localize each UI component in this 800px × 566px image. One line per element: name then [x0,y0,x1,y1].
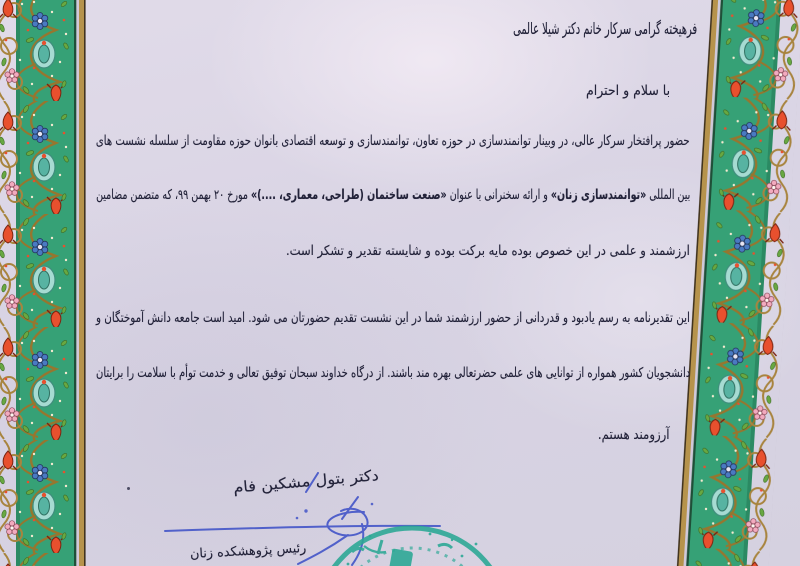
salutation-line: با سلام و احترام [585,83,670,99]
body-line-4: این تقدیرنامه به رسم یادبود و قدردانی از حضور ارزشمند شما در این نشست تقدیم حضورتان می شود. امید است جامعه دانش آموختگان و [96,310,690,326]
workshop-title-emphasis: «توانمندسازی زنان» [550,187,647,203]
ornamental-border-left-icon [0,0,86,566]
lecture-title-emphasis: «صنعت ساختمان (طراحی، معماری، ....)» [250,187,447,203]
body-line-5: دانشجویان کشور همواره از توانایی های علمی حضرتعالی بهره مند باشند. از درگاه خداوند سبحان توفیق تعالی و خدمت توأم با سلامت را برایتان [95,365,690,381]
body-line-2: بین المللی «توانمندسازی زنان» و ارائه سخنرانی با عنوان «صنعت ساختمان (طراحی، معماری، ....)» مورخ ۲۰ بهمن ۹۹، که متضمن مضامین [95,187,690,203]
stray-ink-dot [127,487,130,490]
closing-line: آرزومند هستم. [598,427,670,443]
body-line-3: ارزشمند و علمی در این خصوص بوده مایه برکت بوده و شایسته تقدیر و تشکر است. [286,243,690,259]
recipient-line: فرهیخته گرامی سرکار خانم دکتر شیلا عالمی [512,19,697,38]
signatory-name: دکتر بتول مشکین فام [232,466,379,497]
body-line-1: حضور پرافتخار سرکار عالی، در وبینار توانمندسازی در حوزه تعاون، توانمندسازی و توسعه اقتصادی بانوان حوزه مقاومت از سلسله نشست های [96,133,690,149]
official-stamp-icon [312,522,512,566]
ornamental-border-right-icon [676,0,800,566]
signatory-title: رئیس پژوهشکده زنان [189,540,307,563]
